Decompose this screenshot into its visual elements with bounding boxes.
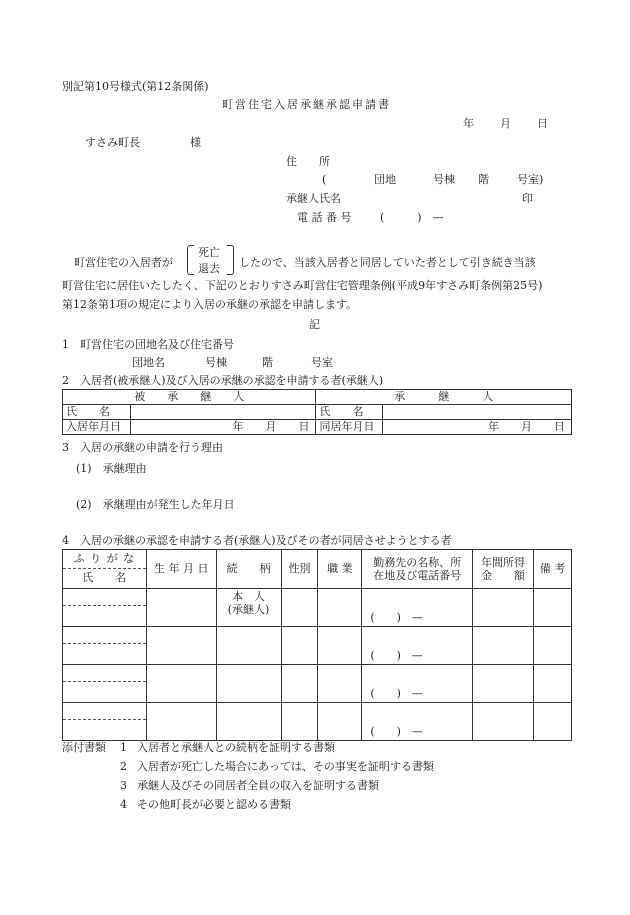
name-cell[interactable]: [63, 665, 147, 703]
work-cell[interactable]: [362, 627, 473, 665]
address-kai: 階: [478, 173, 489, 186]
col-sex: 性別: [281, 550, 318, 589]
col-remarks: 備 考: [534, 550, 572, 589]
section3-item1: (1) 承継理由: [76, 462, 147, 475]
section1-kai: 階: [262, 356, 273, 369]
section4-title: 入居の承継の承認を申請する者(承継人)及びその者が同居させようとする者: [80, 534, 452, 547]
section3-number: 3: [62, 441, 69, 454]
furigana-line: [63, 589, 146, 606]
body-line1-suffix: したので、当該入居者と同居していた者として引き続き当該: [239, 256, 536, 269]
moved-in-date-field[interactable]: 年 月 日: [130, 420, 316, 435]
work-cell[interactable]: [362, 703, 473, 741]
address-label: 住 所: [286, 155, 330, 168]
predecessor-name-label: 氏 名: [63, 405, 131, 420]
job-cell[interactable]: [318, 627, 362, 665]
section2-title: 入居者(被承継人)及び入居の承継の承認を申請する者(承継人): [80, 374, 384, 387]
addressee: すさみ町長: [85, 136, 140, 149]
section1-danchi-mei: 団地名: [132, 356, 165, 369]
header-predecessor: 被 承 継 人: [63, 390, 316, 405]
table-row: [63, 589, 572, 627]
seal-mark: 印: [522, 192, 533, 205]
self-sub-label: (承継人): [227, 603, 270, 617]
option-death: 死亡: [198, 246, 220, 259]
self-label: 本 人: [232, 590, 266, 603]
phone-label: 電 話 番 号: [297, 211, 352, 224]
col-furigana: ふ り が な: [63, 550, 146, 569]
furigana-line: [63, 665, 146, 682]
attachments-label: 添付書類: [62, 741, 106, 754]
successor-name-label: 承継人氏名: [286, 192, 341, 205]
col-job: 職 業: [318, 550, 362, 589]
successor-table: [62, 389, 572, 435]
work-cell[interactable]: [362, 665, 473, 703]
section3-item2: (2) 承継理由が発生した年月日: [76, 498, 235, 511]
date-day: 日: [537, 117, 548, 130]
section3-title: 入居の承継の申請を行う理由: [80, 441, 223, 454]
col-work-line1: 勤務先の名称、所: [373, 555, 462, 569]
address-goto: 号棟: [433, 173, 455, 186]
cohabit-label: 同居年月日: [316, 420, 383, 435]
furigana-line: [63, 703, 146, 720]
col-shimei: 氏 名: [82, 571, 127, 584]
attachment-4-text: その他町長が必要と認める書類: [137, 798, 291, 811]
attachment-2-num: 2: [120, 760, 127, 773]
body-line3: 第12条第1項の規定により入居の承継の承認を申請します。: [62, 298, 358, 311]
successor-name-field[interactable]: [383, 405, 572, 420]
name-cell[interactable]: [63, 703, 147, 741]
bracket-right: [227, 245, 234, 275]
birth-cell[interactable]: [146, 627, 216, 665]
birth-cell[interactable]: [146, 665, 216, 703]
address-goshitsu: 号室): [517, 173, 544, 186]
phone-format: ( ) —: [380, 211, 444, 224]
income-cell[interactable]: [473, 627, 534, 665]
moved-in-label: 入居年月日: [63, 420, 131, 435]
section1-number: 1: [62, 338, 69, 351]
relation-cell[interactable]: [216, 703, 281, 741]
form-reference: 別記第10号様式(第12条関係): [62, 80, 209, 93]
job-cell[interactable]: [318, 703, 362, 741]
ki-mark: 記: [309, 318, 320, 331]
body-line1-prefix: 町営住宅の入居者が: [74, 256, 173, 269]
sex-cell[interactable]: [281, 589, 318, 627]
relation-cell[interactable]: [216, 665, 281, 703]
honorific: 様: [190, 136, 201, 149]
predecessor-name-field[interactable]: [130, 405, 316, 420]
address-danchi: 団地: [374, 173, 396, 186]
section4-number: 4: [62, 534, 69, 547]
relation-cell[interactable]: [216, 627, 281, 665]
job-cell[interactable]: [318, 665, 362, 703]
income-cell[interactable]: [473, 589, 534, 627]
furigana-line: [63, 627, 146, 644]
sex-cell[interactable]: [281, 627, 318, 665]
table-row: [63, 665, 572, 703]
col-birth: 生 年 月 日: [146, 550, 216, 589]
cohabit-date-field[interactable]: 年 月 日: [383, 420, 572, 435]
option-leave: 退去: [198, 262, 220, 275]
work-phone: ( ) —: [370, 724, 423, 738]
date-year: 年: [463, 117, 474, 130]
address-paren: (: [322, 173, 327, 186]
income-cell[interactable]: [473, 665, 534, 703]
remarks-cell[interactable]: [534, 627, 572, 665]
work-cell[interactable]: [362, 589, 473, 627]
birth-cell[interactable]: [146, 703, 216, 741]
name-cell[interactable]: [63, 627, 147, 665]
col-income-line2: 金 額: [481, 569, 526, 582]
col-work: [362, 550, 473, 589]
bracket-left: [187, 245, 194, 275]
attachment-3-num: 3: [120, 779, 127, 792]
attachment-2-text: 入居者が死亡した場合にあっては、その事実を証明する書類: [137, 760, 434, 773]
col-work-line2: 在地及び電話番号: [373, 569, 462, 582]
work-phone: ( ) —: [370, 610, 423, 624]
sex-cell[interactable]: [281, 703, 318, 741]
col-name: [63, 550, 147, 589]
table-row: [63, 627, 572, 665]
remarks-cell[interactable]: [534, 665, 572, 703]
name-cell[interactable]: [63, 589, 147, 627]
birth-cell[interactable]: [146, 589, 216, 627]
page-title: 町営住宅入居承継承認申請書: [222, 98, 391, 111]
section1-goto: 号棟: [205, 356, 227, 369]
job-cell[interactable]: [318, 589, 362, 627]
col-income: [473, 550, 534, 589]
attachment-4-num: 4: [120, 798, 127, 811]
table-row: [63, 703, 572, 741]
income-cell[interactable]: [473, 703, 534, 741]
relation-cell: [216, 589, 281, 627]
header-successor: 承 継 人: [316, 390, 572, 405]
section1-title: 町営住宅の団地名及び住宅番号: [80, 338, 234, 351]
work-phone: ( ) —: [370, 686, 423, 700]
attachment-1-text: 入居者と承継人との続柄を証明する書類: [137, 741, 335, 754]
section1-goshitsu: 号室: [311, 356, 333, 369]
remarks-cell[interactable]: [534, 703, 572, 741]
attachment-3-text: 承継人及びその同居者全員の収入を証明する書類: [137, 779, 379, 792]
attachment-1-num: 1: [120, 741, 127, 754]
remarks-cell[interactable]: [534, 589, 572, 627]
date-month: 月: [500, 117, 511, 130]
sex-cell[interactable]: [281, 665, 318, 703]
work-phone: ( ) —: [370, 648, 423, 662]
col-income-line1: 年間所得: [481, 555, 526, 569]
body-line2: 町営住宅に居住いたしたく、下記のとおりすさみ町営住宅管理条例(平成9年すさみ町条例第25号): [62, 279, 543, 292]
section2-number: 2: [62, 374, 69, 387]
household-table: [62, 549, 572, 741]
successor-name-label: 氏 名: [316, 405, 383, 420]
col-relation: 続 柄: [216, 550, 281, 589]
